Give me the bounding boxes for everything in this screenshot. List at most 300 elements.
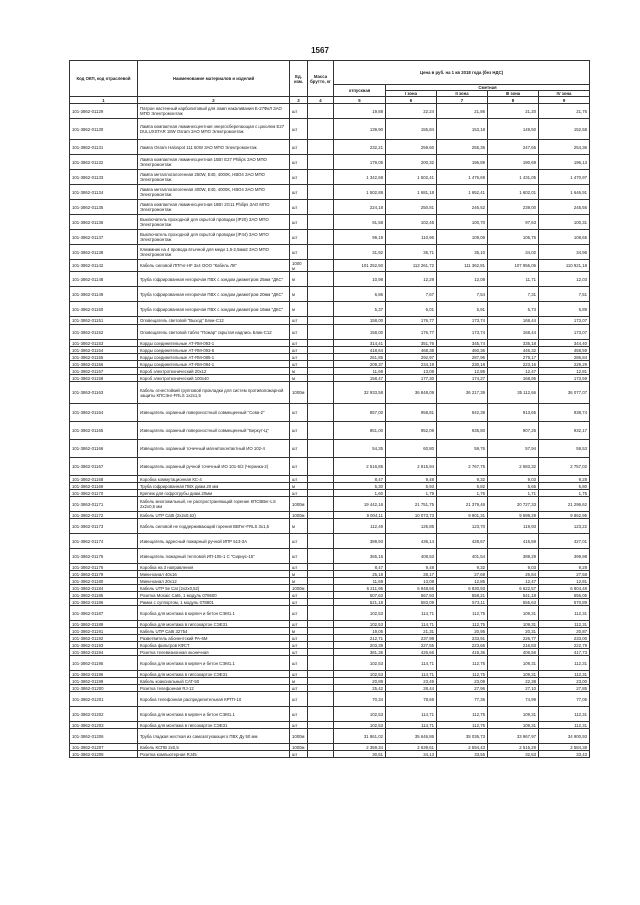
- cell-unit: шт: [290, 347, 308, 354]
- table-row: [70, 440, 590, 458]
- cell-code: 101-3862-01192: [70, 635, 138, 642]
- cell-zone1-price: 102,45: [386, 215, 437, 230]
- cell-zone4-price: 27,58: [539, 571, 590, 578]
- cell-release-price: 2 359,34: [334, 744, 386, 751]
- cell-zone4-price: 932,17: [539, 422, 590, 440]
- table-row: [70, 564, 590, 571]
- cell-zone1-price: 234,19: [386, 361, 437, 368]
- table-row: [70, 751, 590, 758]
- cell-zone1-price: 21 751,75: [386, 497, 437, 512]
- header-estimate: Сметная: [386, 85, 590, 91]
- cell-code: 101-3862-01164: [70, 404, 138, 422]
- cell-code: 101-3862-01142: [70, 260, 138, 272]
- cell-code: 101-3862-01174: [70, 534, 138, 549]
- cell-zone1-price: 292,97: [386, 354, 437, 361]
- cell-zone1-price: 177,30: [386, 375, 437, 382]
- cell-zone3-price: 5,73: [488, 302, 539, 317]
- cell-code: 101-3862-01134: [70, 185, 138, 200]
- cell-zone3-price: 907,25: [488, 422, 539, 440]
- cell-release-price: 9 004,11: [334, 512, 386, 519]
- cell-release-price: 102,53: [334, 671, 386, 678]
- cell-zone3-price: 20 727,33: [488, 497, 539, 512]
- cell-name: Извещатель охранный поверхностный совмещенный "Беркут-Ц": [138, 422, 290, 440]
- cell-zone4-price: 1 470,97: [539, 170, 590, 185]
- cell-name: Извещатель адресный пожарный ручной ИПР 513-3А: [138, 534, 290, 549]
- cell-zone1-price: 408,53: [386, 549, 437, 564]
- cell-unit: шт: [290, 245, 308, 260]
- cell-code: 101-3862-01193: [70, 642, 138, 649]
- price-table: [69, 60, 590, 758]
- cell-zone3-price: 7,31: [488, 287, 539, 302]
- cell-zone1-price: 9,48: [386, 564, 437, 571]
- cell-zone3-price: 9,03: [488, 476, 539, 483]
- cell-mass: [308, 656, 334, 671]
- table-row: [70, 245, 590, 260]
- cell-zone2-price: 111 362,81: [437, 260, 488, 272]
- cell-zone2-price: 9,32: [437, 476, 488, 483]
- cell-name: Труба гофрированная негорючая ПВХ с зондом диаметром 25мм "ДКС": [138, 272, 290, 287]
- cell-code: 101-3862-01138: [70, 245, 138, 260]
- cell-zone4-price: 12,81: [539, 578, 590, 585]
- cell-zone2-price: 460,36: [437, 347, 488, 354]
- cell-name: Коробка для монтажа в гипсокартон СЭЕ31: [138, 722, 290, 729]
- cell-name: Труба гофрированная ПВХ диам.20 мм: [138, 483, 290, 490]
- col-index: 5: [334, 97, 386, 104]
- cell-mass: [308, 578, 334, 585]
- cell-mass: [308, 302, 334, 317]
- table-row: [70, 707, 590, 722]
- cell-release-price: 102,53: [334, 606, 386, 621]
- cell-unit: шт: [290, 606, 308, 621]
- cell-release-price: 521,18: [334, 599, 386, 606]
- cell-zone2-price: 230,18: [437, 361, 488, 368]
- cell-name: Оповещатель световой табло "Пожар" скрытая надпись Блик-С12: [138, 325, 290, 340]
- cell-release-price: 19 442,16: [334, 497, 386, 512]
- cell-unit: шт: [290, 549, 308, 564]
- cell-zone1-price: 176,77: [386, 325, 437, 340]
- cell-zone2-price: 35 036,73: [437, 729, 488, 744]
- cell-name: Клеммник на 4 провода втычной для меди 1,5-2,5мм2 ЗАО МПО Электромонтаж: [138, 245, 290, 260]
- table-row: [70, 347, 590, 354]
- cell-unit: шт: [290, 722, 308, 729]
- cell-mass: [308, 317, 334, 325]
- cell-zone1-price: 2 639,61: [386, 744, 437, 751]
- cell-code: 101-3862-01201: [70, 692, 138, 707]
- cell-mass: [308, 200, 334, 215]
- cell-zone2-price: 2 767,75: [437, 458, 488, 476]
- cell-name: Труба гладкая жесткая из самозатухающего ПВХ Ду 50 мм: [138, 729, 290, 744]
- cell-mass: [308, 707, 334, 722]
- cell-zone3-price: 9 599,29: [488, 512, 539, 519]
- cell-name: Коробка для монтажа в кирпич и бетон СЭМ1.1: [138, 707, 290, 722]
- cell-zone3-price: 21,20: [488, 104, 539, 119]
- col-index: 3: [290, 97, 308, 104]
- cell-zone1-price: 250,81: [386, 200, 437, 215]
- cell-release-price: 19,05: [334, 628, 386, 635]
- cell-name: Разветвитель абонентский РА-6М: [138, 635, 290, 642]
- cell-unit: 1000м: [290, 729, 308, 744]
- cell-zone1-price: 114,71: [386, 707, 437, 722]
- cell-unit: м: [290, 272, 308, 287]
- cell-mass: [308, 422, 334, 440]
- cell-mass: [308, 549, 334, 564]
- cell-code: 101-3862-01135: [70, 200, 138, 215]
- cell-code: 101-3862-01176: [70, 564, 138, 571]
- cell-release-price: 158,47: [334, 375, 386, 382]
- cell-zone2-price: 112,75: [437, 671, 488, 678]
- cell-zone1-price: 22,24: [386, 104, 437, 119]
- cell-zone1-price: 5,93: [386, 483, 437, 490]
- cell-zone1-price: 28,44: [386, 685, 437, 692]
- cell-name: Кабель UTP 5е Cat (2х2х0,52): [138, 585, 290, 592]
- cell-zone1-price: 10 073,73: [386, 512, 437, 519]
- table-row: [70, 571, 590, 578]
- cell-unit: 1000 м: [290, 260, 308, 272]
- cell-mass: [308, 628, 334, 635]
- cell-code: 101-3862-01202: [70, 707, 138, 722]
- cell-unit: шт: [290, 656, 308, 671]
- cell-code: 101-3862-01149: [70, 287, 138, 302]
- cell-release-price: 851,00: [334, 422, 386, 440]
- table-row: [70, 317, 590, 325]
- cell-code: 101-3862-01179: [70, 571, 138, 578]
- table-row: [70, 200, 590, 215]
- cell-zone3-price: 279,17: [488, 354, 539, 361]
- cell-release-price: 389,93: [334, 534, 386, 549]
- cell-code: 101-3863-01163: [70, 382, 138, 404]
- cell-zone1-price: 567,93: [386, 592, 437, 599]
- cell-zone1-price: 114,71: [386, 722, 437, 729]
- cell-zone3-price: 74,99: [488, 692, 539, 707]
- cell-name: Кабель коаксиальный CAT-50: [138, 678, 290, 685]
- cell-unit: шт: [290, 707, 308, 722]
- cell-zone2-price: 12,08: [437, 272, 488, 287]
- cell-mass: [308, 722, 334, 729]
- cell-release-price: 54,35: [334, 440, 386, 458]
- table-row: [70, 722, 590, 729]
- cell-zone3-price: 97,63: [488, 215, 539, 230]
- cell-release-price: 1 342,68: [334, 170, 386, 185]
- cell-name: Кабель силовой не поддерживающий горения ВВГнг-FRLS 3х1,5: [138, 519, 290, 534]
- cell-zone4-price: 123,22: [539, 519, 590, 534]
- cell-mass: [308, 119, 334, 140]
- cell-code: 101-3862-01153: [70, 340, 138, 347]
- cell-unit: шт: [290, 692, 308, 707]
- cell-zone3-price: 12,47: [488, 368, 539, 375]
- cell-mass: [308, 287, 334, 302]
- table-row: [70, 534, 590, 549]
- table-row: [70, 606, 590, 621]
- col-index: 7: [437, 97, 488, 104]
- cell-name: Лампа Osram Halospot 111 50W ЗАО МПО Электромонтаж: [138, 140, 290, 155]
- cell-zone2-price: 9,32: [437, 564, 488, 571]
- cell-release-price: 158,00: [334, 317, 386, 325]
- cell-zone2-price: 2 594,43: [437, 744, 488, 751]
- cell-zone3-price: 223,16: [488, 361, 539, 368]
- cell-mass: [308, 729, 334, 744]
- table-row: [70, 585, 590, 592]
- cell-name: Кабель КСПВ 2х0,5: [138, 744, 290, 751]
- cell-unit: 1000м: [290, 744, 308, 751]
- cell-code: 101-3862-01148: [70, 272, 138, 287]
- cell-zone1-price: 468,38: [386, 347, 437, 354]
- cell-name: Рамка с суппортом, 1 модуль 078801: [138, 599, 290, 606]
- cell-release-price: 19,88: [334, 104, 386, 119]
- cell-zone3-price: 33 967,97: [488, 729, 539, 744]
- cell-release-price: 112,49: [334, 519, 386, 534]
- cell-name: Кабель UTP Cat6 32754: [138, 628, 290, 635]
- table-row: [70, 302, 590, 317]
- cell-unit: м: [290, 628, 308, 635]
- cell-zone3-price: 2 683,32: [488, 458, 539, 476]
- cell-release-price: 365,15: [334, 549, 386, 564]
- cell-zone3-price: 26,84: [488, 571, 539, 578]
- cell-mass: [308, 347, 334, 354]
- cell-zone3-price: 22,38: [488, 678, 539, 685]
- cell-zone4-price: 33,43: [539, 751, 590, 758]
- cell-zone2-price: 27,96: [437, 685, 488, 692]
- cell-zone3-price: 415,59: [488, 534, 539, 549]
- cell-zone2-price: 558,21: [437, 592, 488, 599]
- page-number: 1567: [311, 46, 329, 55]
- cell-zone2-price: 153,18: [437, 119, 488, 140]
- cell-zone2-price: 287,96: [437, 354, 488, 361]
- cell-zone4-price: 20,87: [539, 628, 590, 635]
- cell-release-price: 314,41: [334, 340, 386, 347]
- cell-zone4-price: 112,31: [539, 707, 590, 722]
- cell-mass: [308, 272, 334, 287]
- cell-zone2-price: 5,82: [437, 483, 488, 490]
- cell-zone4-price: 233,00: [539, 635, 590, 642]
- cell-zone1-price: 113 261,72: [386, 260, 437, 272]
- cell-zone1-price: 9,48: [386, 476, 437, 483]
- cell-release-price: 209,37: [334, 361, 386, 368]
- cell-zone4-price: 77,05: [539, 692, 590, 707]
- cell-zone3-price: 57,94: [488, 440, 539, 458]
- cell-mass: [308, 678, 334, 685]
- table-row: [70, 325, 590, 340]
- cell-zone2-price: 7,54: [437, 287, 488, 302]
- cell-zone1-price: 1 681,18: [386, 185, 437, 200]
- cell-mass: [308, 571, 334, 578]
- cell-release-price: 1 502,88: [334, 185, 386, 200]
- cell-release-price: 212,71: [334, 635, 386, 642]
- cell-unit: шт: [290, 621, 308, 628]
- cell-zone2-price: 21 379,46: [437, 497, 488, 512]
- table-row: [70, 185, 590, 200]
- table-row: [70, 382, 590, 404]
- cell-zone2-price: 123,70: [437, 519, 488, 534]
- cell-zone3-price: 335,18: [488, 340, 539, 347]
- table-row: [70, 678, 590, 685]
- table-row: [70, 375, 590, 382]
- cell-release-price: 203,39: [334, 642, 386, 649]
- cell-mass: [308, 519, 334, 534]
- cell-unit: шт: [290, 440, 308, 458]
- table-row: [70, 744, 590, 751]
- cell-zone2-price: 109,06: [437, 230, 488, 245]
- cell-code: 101-3862-01166: [70, 440, 138, 458]
- cell-zone2-price: 345,74: [437, 340, 488, 347]
- cell-name: Извещатель охранный ручной точечный ИО 101-5/2 (Черника-2): [138, 458, 290, 476]
- cell-unit: шт: [290, 215, 308, 230]
- cell-mass: [308, 368, 334, 375]
- cell-zone1-price: 114,71: [386, 621, 437, 628]
- cell-zone2-price: 112,75: [437, 606, 488, 621]
- cell-zone4-price: 196,13: [539, 155, 590, 170]
- cell-release-price: 30,51: [334, 751, 386, 758]
- cell-zone3-price: 389,29: [488, 549, 539, 564]
- cell-mass: [308, 458, 334, 476]
- cell-unit: шт: [290, 649, 308, 656]
- cell-unit: шт: [290, 534, 308, 549]
- cell-name: Розетка телевизионная оконечная: [138, 649, 290, 656]
- cell-code: 101-3862-01130: [70, 119, 138, 140]
- cell-mass: [308, 140, 334, 155]
- cell-unit: шт: [290, 119, 308, 140]
- cell-zone4-price: 59,53: [539, 440, 590, 458]
- cell-code: 101-3862-01196: [70, 671, 138, 678]
- cell-unit: шт: [290, 200, 308, 215]
- header-zone3: III зона: [488, 91, 539, 97]
- cell-zone3-price: 216,83: [488, 642, 539, 649]
- cell-mass: [308, 361, 334, 368]
- cell-zone2-price: 173,74: [437, 317, 488, 325]
- table-row: [70, 361, 590, 368]
- cell-code: 101-3862-01137: [70, 230, 138, 245]
- cell-name: Коробка для монтажа в гипсокартон СЭЕ31: [138, 621, 290, 628]
- col-index: 8: [488, 97, 539, 104]
- cell-zone1-price: 583,09: [386, 599, 437, 606]
- cell-code: 101-3862-01195: [70, 656, 138, 671]
- cell-name: Розетка компьютерная RJ45: [138, 751, 290, 758]
- table-row: [70, 497, 590, 512]
- cell-zone3-price: 5,65: [488, 483, 539, 490]
- cell-zone4-price: 458,59: [539, 347, 590, 354]
- cell-release-price: 91,58: [334, 215, 386, 230]
- cell-zone1-price: 351,76: [386, 340, 437, 347]
- cell-mass: [308, 692, 334, 707]
- cell-zone2-price: 59,76: [437, 440, 488, 458]
- cell-zone2-price: 33,55: [437, 751, 488, 758]
- table-row: [70, 170, 590, 185]
- cell-release-price: 32 933,58: [334, 382, 386, 404]
- cell-zone3-price: 541,18: [488, 592, 539, 599]
- cell-zone3-price: 27,10: [488, 685, 539, 692]
- cell-zone4-price: 222,79: [539, 642, 590, 649]
- cell-zone2-price: 935,80: [437, 422, 488, 440]
- cell-zone2-price: 428,67: [437, 534, 488, 549]
- table-row: [70, 642, 590, 649]
- cell-unit: шт: [290, 317, 308, 325]
- cell-zone3-price: 168,44: [488, 317, 539, 325]
- cell-name: Кабель UTP Cat5 (2х2х0,52): [138, 512, 290, 519]
- cell-name: Корды соединительные АТ-RM-085-1: [138, 354, 290, 361]
- cell-code: 101-3862-01185: [70, 592, 138, 599]
- cell-name: Крепеж для гофротрубы диам.20мм: [138, 490, 290, 497]
- cell-release-price: 232,21: [334, 140, 386, 155]
- header-price-group: Цена в руб. на 1 кв 2018 года (без НДС): [334, 61, 590, 85]
- cell-code: 101-3862-01151: [70, 317, 138, 325]
- cell-release-price: 8,47: [334, 476, 386, 483]
- cell-unit: 1000м: [290, 512, 308, 519]
- table-row: [70, 404, 590, 422]
- cell-zone2-price: 12,86: [437, 578, 488, 585]
- cell-unit: м: [290, 678, 308, 685]
- cell-zone1-price: 436,14: [386, 534, 437, 549]
- cell-zone1-price: 6 948,66: [386, 585, 437, 592]
- cell-zone3-price: 555,63: [488, 599, 539, 606]
- cell-zone1-price: 12,29: [386, 272, 437, 287]
- cell-mass: [308, 375, 334, 382]
- cell-zone3-price: 109,31: [488, 707, 539, 722]
- cell-zone2-price: 1 476,69: [437, 170, 488, 185]
- cell-unit: шт: [290, 361, 308, 368]
- cell-zone4-price: 27,85: [539, 685, 590, 692]
- cell-zone1-price: 114,71: [386, 671, 437, 678]
- cell-zone4-price: 938,74: [539, 404, 590, 422]
- cell-zone3-price: 119,93: [488, 519, 539, 534]
- cell-code: 101-3862-01133: [70, 170, 138, 185]
- cell-mass: [308, 497, 334, 512]
- cell-release-price: 25,42: [334, 685, 386, 692]
- cell-zone3-price: 107 956,06: [488, 260, 539, 272]
- cell-zone4-price: 556,05: [539, 592, 590, 599]
- cell-name: Труба гофрированная негорючая ПВХ с зондом диаметром 20мм "ДКС": [138, 287, 290, 302]
- col-index: 1: [70, 97, 138, 104]
- cell-name: Коробка телефонная распределительная КРТП-10: [138, 692, 290, 707]
- column-index-row: [70, 97, 590, 104]
- cell-zone2-price: 401,54: [437, 549, 488, 564]
- cell-zone1-price: 6,01: [386, 302, 437, 317]
- cell-zone4-price: 12,81: [539, 368, 590, 375]
- cell-mass: [308, 621, 334, 628]
- cell-code: 101-3862-01168: [70, 476, 138, 483]
- cell-zone4-price: 7,51: [539, 287, 590, 302]
- cell-zone4-price: 9,28: [539, 564, 590, 571]
- cell-zone3-price: 109,31: [488, 656, 539, 671]
- cell-mass: [308, 599, 334, 606]
- table-row: [70, 692, 590, 707]
- table-row: [70, 685, 590, 692]
- cell-zone1-price: 1 502,41: [386, 170, 437, 185]
- cell-zone1-price: 23,49: [386, 678, 437, 685]
- cell-unit: шт: [290, 230, 308, 245]
- cell-mass: [308, 185, 334, 200]
- cell-unit: шт: [290, 751, 308, 758]
- cell-zone4-price: 36 077,07: [539, 382, 590, 404]
- cell-mass: [308, 354, 334, 361]
- cell-release-price: 102,53: [334, 621, 386, 628]
- cell-code: 101-3862-01206: [70, 729, 138, 744]
- cell-mass: [308, 382, 334, 404]
- cell-zone1-price: 227,55: [386, 642, 437, 649]
- cell-release-price: 99,19: [334, 230, 386, 245]
- cell-unit: шт: [290, 458, 308, 476]
- cell-zone3-price: 168,95: [488, 375, 539, 382]
- cell-zone2-price: 112,75: [437, 707, 488, 722]
- cell-unit: шт: [290, 104, 308, 119]
- cell-name: Извещатель охранный точечный магнитоконтактный ИО 102-4: [138, 440, 290, 458]
- cell-mass: [308, 592, 334, 599]
- cell-mass: [308, 104, 334, 119]
- cell-mass: [308, 215, 334, 230]
- col-index: 9: [539, 97, 590, 104]
- cell-name: Кабель огнестойкий групповой прокладки для систем противопожарной защиты КПСЭнг-FRLS 1х2х1,5: [138, 382, 290, 404]
- cell-zone2-price: 942,39: [437, 404, 488, 422]
- cell-release-price: 261,85: [334, 354, 386, 361]
- cell-name: Выключатель проходной для скрытой проводки (IP44) ЗАО МПО Электромонтаж: [138, 230, 290, 245]
